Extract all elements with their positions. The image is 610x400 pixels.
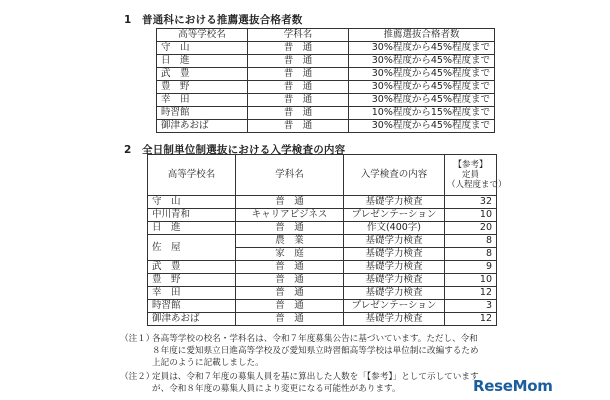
cell-school: 幸 田 — [157, 94, 248, 107]
cell-school: 日 進 — [148, 222, 236, 235]
table-row — [148, 196, 497, 209]
resemom-logo: ReseMom — [473, 377, 553, 395]
table-row — [148, 287, 497, 300]
cell-capacity: 3 — [445, 300, 497, 313]
cell-school: 時習館 — [148, 300, 236, 313]
cell-school: 守 山 — [157, 42, 248, 55]
capacity-ref-label: 【参考】 — [453, 160, 488, 170]
cell-school: 御津あおば — [148, 313, 236, 326]
table-row — [148, 222, 497, 235]
cell-capacity: 9 — [445, 261, 497, 274]
cell-dept: 家 庭 — [236, 248, 344, 261]
cell-school: 武 豊 — [148, 261, 236, 274]
footnote-tag: （注２） — [120, 372, 155, 382]
cell-dept: 普 通 — [236, 222, 344, 235]
col-header-school: 高等学校名 — [148, 155, 236, 196]
cell-school: 幸 田 — [148, 287, 236, 300]
section2-heading: 全日制単位制選抜における入学検査の内容 — [142, 144, 346, 156]
table-row — [148, 209, 497, 222]
cell-school: 豊 野 — [148, 274, 236, 287]
cell-dept: 普 通 — [236, 300, 344, 313]
col-header-count: 推薦選抜合格者数 — [349, 29, 495, 42]
col-header-school: 高等学校名 — [157, 29, 248, 42]
capacity-label: 定員 — [461, 170, 479, 180]
table-header-row — [148, 155, 497, 196]
cell-capacity: 12 — [445, 287, 497, 300]
table-row — [157, 94, 495, 107]
cell-dept: 普 通 — [248, 107, 349, 120]
table-recommendation — [156, 28, 495, 133]
cell-exam: 基礎学力検査 — [344, 313, 445, 326]
section2-number: 2 — [124, 144, 132, 156]
cell-count: 30%程度から45%程度まで — [349, 68, 495, 81]
section1-number: 1 — [124, 14, 132, 26]
cell-exam: 基礎学力検査 — [344, 287, 445, 300]
table-row — [148, 235, 497, 248]
cell-dept: 普 通 — [248, 42, 349, 55]
table-row — [157, 55, 495, 68]
cell-count: 10%程度から15%程度まで — [349, 107, 495, 120]
footnote-text: 定員は、令和７年度の募集人員を基に算出した人数を「【参考】」として示していますが、令和８年度の募集人員により変更になる可能性があります。 — [152, 372, 479, 394]
table-header-row — [157, 29, 495, 42]
cell-dept: 普 通 — [236, 287, 344, 300]
cell-exam: 基礎学力検査 — [344, 248, 445, 261]
cell-dept: 普 通 — [236, 313, 344, 326]
table-row — [157, 120, 495, 133]
cell-dept: 普 通 — [248, 68, 349, 81]
cell-count: 30%程度から45%程度まで — [349, 120, 495, 133]
cell-capacity: 10 — [445, 209, 497, 222]
cell-count: 30%程度から45%程度まで — [349, 81, 495, 94]
cell-count: 30%程度から45%程度まで — [349, 42, 495, 55]
cell-exam: 基礎学力検査 — [344, 274, 445, 287]
cell-dept: 普 通 — [236, 274, 344, 287]
cell-dept: 普 通 — [248, 81, 349, 94]
section1-heading: 普通科における推薦選抜合格者数 — [142, 14, 303, 26]
cell-school: 時習館 — [157, 107, 248, 120]
cell-capacity: 8 — [445, 248, 497, 261]
col-header-capacity — [445, 155, 507, 196]
footnote-2 — [120, 371, 485, 395]
table-exam-content — [147, 154, 507, 326]
cell-school: 中川青和 — [148, 209, 236, 222]
cell-capacity: 12 — [445, 313, 497, 326]
cell-dept: キャリアビジネス — [236, 209, 344, 222]
cell-school: 御津あおば — [157, 120, 248, 133]
cell-capacity: 10 — [445, 274, 497, 287]
cell-capacity: 32 — [445, 196, 497, 209]
col-header-dept: 学科名 — [236, 155, 344, 196]
cell-capacity: 8 — [445, 235, 497, 248]
cell-exam: プレゼンテーション — [344, 209, 445, 222]
cell-school: 佐 屋 — [148, 235, 236, 261]
cell-dept: 普 通 — [248, 55, 349, 68]
cell-dept: 農 業 — [236, 235, 344, 248]
table-row — [157, 107, 495, 120]
cell-school: 日 進 — [157, 55, 248, 68]
col-header-exam: 入学検査の内容 — [344, 155, 445, 196]
footnote-tag: （注１） — [120, 334, 155, 344]
cell-exam: プレゼンテーション — [344, 300, 445, 313]
table-row — [148, 300, 497, 313]
cell-exam: 基礎学力検査 — [344, 196, 445, 209]
table-row — [148, 313, 497, 326]
cell-school: 守 山 — [148, 196, 236, 209]
footnote-text: 各高等学校の校名・学科名は、令和７年度募集公告に基づいています。ただし、令和８年度に愛知県立日進高等学校及び愛知県立時習館高等学校は単位制に改編するため上記のように記載しました。 — [152, 334, 479, 368]
capacity-unit: （人程度まで） — [447, 180, 507, 190]
cell-capacity: 20 — [445, 222, 497, 235]
cell-dept: 普 通 — [248, 120, 349, 133]
section1-title — [124, 12, 303, 27]
cell-exam: 作文(400字) — [344, 222, 445, 235]
cell-school: 武 豊 — [157, 68, 248, 81]
cell-count: 30%程度から45%程度まで — [349, 55, 495, 68]
cell-exam: 基礎学力検査 — [344, 261, 445, 274]
cell-exam: 基礎学力検査 — [344, 235, 445, 248]
table-row — [148, 261, 497, 274]
cell-count: 30%程度から45%程度まで — [349, 94, 495, 107]
table-row — [157, 81, 495, 94]
table-row — [157, 42, 495, 55]
footnotes — [120, 333, 485, 397]
table-row — [148, 274, 497, 287]
cell-school: 豊 野 — [157, 81, 248, 94]
footnote-1 — [120, 333, 485, 369]
cell-dept: 普 通 — [236, 261, 344, 274]
cell-dept: 普 通 — [236, 196, 344, 209]
cell-dept: 普 通 — [248, 94, 349, 107]
col-header-dept: 学科名 — [248, 29, 349, 42]
table-row — [157, 68, 495, 81]
